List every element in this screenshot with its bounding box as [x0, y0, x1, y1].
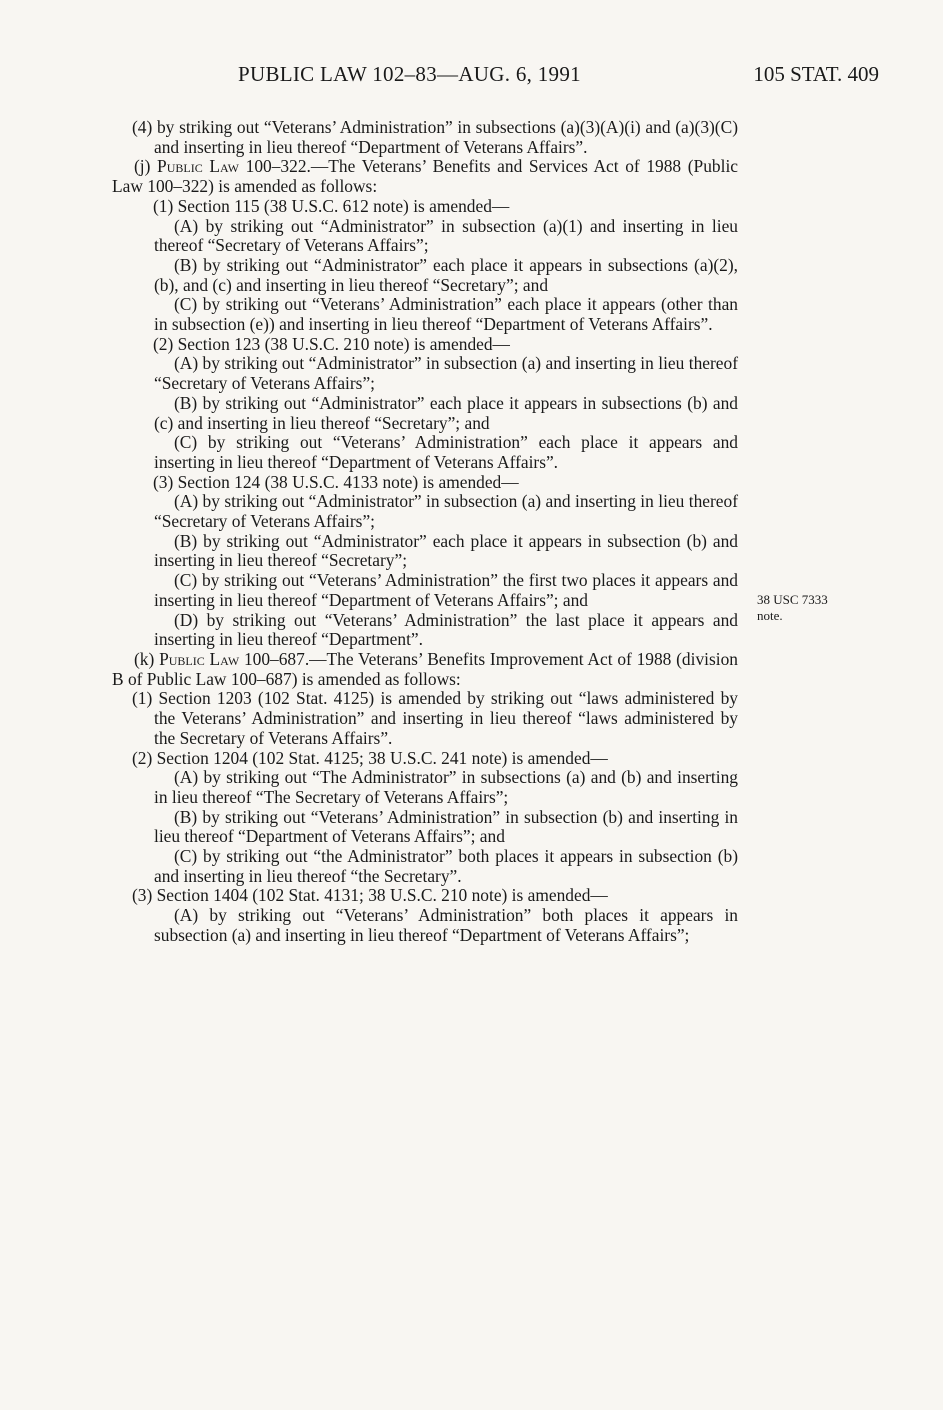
- paragraph: (C) by striking out “Veterans’ Administration” the first two places it appears and inserting in lieu thereof “Department of Veterans Affairs”; and: [154, 570, 738, 610]
- paragraph: (D) by striking out “Veterans’ Administration” the last place it appears and inserting in lieu thereof “Department”.: [154, 609, 738, 650]
- para-text: 100–687.—The Veterans’ Benefits Improvement Act of 1988 (division B of Public Law 100–687) is amended as follows:: [112, 648, 738, 689]
- paragraph: (A) by striking out “Administrator” in subsection (a) and inserting in lieu thereof “Secretary of Veterans Affairs”;: [154, 491, 738, 532]
- para-prefix: (k): [134, 648, 160, 669]
- margin-note-line2: note.: [757, 608, 783, 623]
- para-text: 100–322.—The Veterans’ Benefits and Services Act of 1988 (Public Law 100–322) is amended as follows:: [112, 156, 738, 197]
- paragraph: (C) by striking out “Veterans’ Administration” each place it appears (other than in subsection (e)) and inserting in lieu thereof “Department of Veterans Affairs”.: [154, 294, 738, 335]
- paragraph: (A) by striking out “Administrator” in subsection (a) and inserting in lieu thereof “Secretary of Veterans Affairs”;: [154, 353, 738, 394]
- paragraph: (B) by striking out “Administrator” each place it appears in subsections (b) and (c) and inserting in lieu thereof “Secretary”; and: [154, 392, 738, 433]
- paragraph: (B) by striking out “Administrator” each place it appears in subsection (b) and inserting in lieu thereof “Secretary”;: [154, 530, 738, 571]
- paragraph: (4) by striking out “Veterans’ Administration” in subsections (a)(3)(A)(i) and (a)(3)(C) and inserting in lieu thereof “Department of Veterans Affairs”.: [132, 117, 738, 157]
- paragraph: (B) by striking out “Veterans’ Administration” in subsection (b) and inserting in lieu thereof “Department of Veterans Affairs”; and: [154, 806, 738, 847]
- paragraph: (A) by striking out “Veterans’ Administration” both places it appears in subsection (a) and inserting in lieu thereof “Department of Veterans Affairs”;: [154, 905, 738, 945]
- paragraph: (3) Section 1404 (102 Stat. 4131; 38 U.S.C. 210 note) is amended—: [132, 885, 608, 906]
- small-caps-label: Public Law: [159, 648, 240, 669]
- margin-note-line1: 38 USC 7333: [757, 592, 828, 607]
- paragraph: (B) by striking out “Administrator” each place it appears in subsections (a)(2), (b), and (c) and inserting in lieu thereof “Secretary”; and: [154, 254, 738, 295]
- paragraph: (A) by striking out “Administrator” in subsection (a)(1) and inserting in lieu thereof “Secretary of Veterans Affairs”;: [154, 215, 738, 256]
- para-prefix: (j): [134, 156, 158, 177]
- document-body: [112, 118, 738, 946]
- paragraph: (A) by striking out “The Administrator” in subsections (a) and (b) and inserting in lieu thereof “The Secretary of Veterans Affairs”;: [154, 767, 738, 807]
- section-heading-k: [112, 650, 738, 689]
- paragraph: (C) by striking out “the Administrator” both places it appears in subsection (b) and inserting in lieu thereof “the Secretary”.: [154, 846, 738, 886]
- section-heading-j: [112, 157, 738, 196]
- running-header: [110, 62, 879, 92]
- paragraph: (1) Section 1203 (102 Stat. 4125) is amended by striking out “laws administered by the Veterans’ Administration” and inserting in lieu thereof “laws administered by the Secretary of Veterans Affairs”.: [132, 688, 738, 748]
- small-caps-label: Public Law: [157, 156, 240, 177]
- paragraph: (2) Section 123 (38 U.S.C. 210 note) is amended—: [153, 333, 510, 354]
- header-title: PUBLIC LAW 102–83—AUG. 6, 1991: [238, 62, 581, 86]
- margin-note: [757, 592, 867, 624]
- header-stat-page: 105 STAT. 409: [753, 62, 879, 86]
- paragraph: (2) Section 1204 (102 Stat. 4125; 38 U.S.C. 241 note) is amended—: [132, 747, 608, 768]
- paragraph: (1) Section 115 (38 U.S.C. 612 note) is amended—: [153, 195, 510, 216]
- paragraph: (3) Section 124 (38 U.S.C. 4133 note) is amended—: [153, 471, 519, 492]
- paragraph: (C) by striking out “Veterans’ Administration” each place it appears and inserting in lieu thereof “Department of Veterans Affairs”.: [154, 432, 738, 472]
